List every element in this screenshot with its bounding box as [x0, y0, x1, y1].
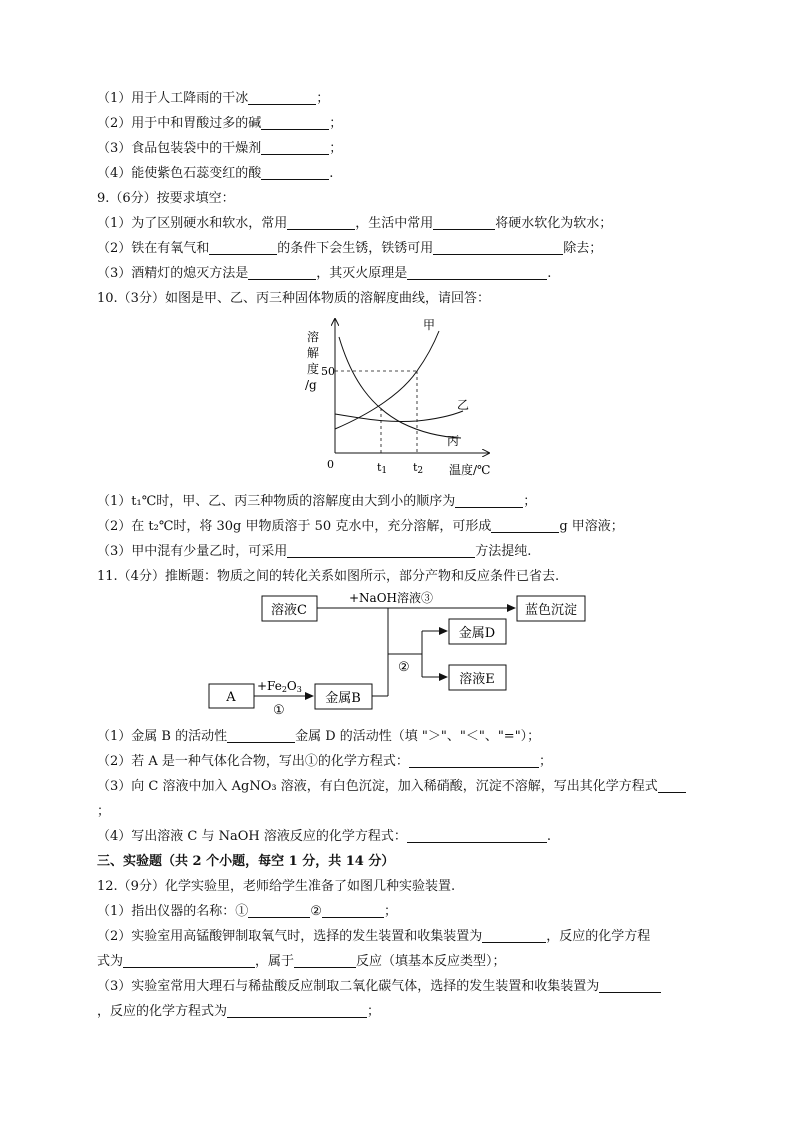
answer-blank[interactable]: [261, 164, 329, 180]
q12-l1c: ；: [383, 904, 397, 919]
q12-l5b: ；: [367, 1004, 381, 1019]
q9-l1c: 将硬水软化为软水；: [495, 216, 613, 231]
answer-blank[interactable]: [248, 902, 310, 918]
answer-blank[interactable]: [599, 977, 661, 993]
q11-l2a: （2）若 A 是一种气体化合物，写出①的化学方程式：: [97, 754, 409, 769]
label-solution-c: 溶液C: [271, 603, 307, 618]
q12-l4a: （3）实验室常用大理石与稀盐酸反应制取二氧化碳气体，选择的发生装置和收集装置为: [97, 979, 600, 994]
q10-l1a: （1）t₁℃时，甲、乙、丙三种物质的溶解度由大到小的顺序为: [97, 494, 456, 509]
answer-blank[interactable]: [322, 902, 384, 918]
exam-page: [97, 86, 717, 1024]
q10-l3b: 方法提纯.: [475, 544, 532, 559]
y-label-char-3: 度: [307, 362, 320, 376]
x-tick-t2: t2: [413, 461, 424, 476]
q11-l3b: ；: [97, 804, 111, 819]
q12-l5a: ，反应的化学方程式为: [97, 1004, 228, 1019]
label-solution-e: 溶液E: [459, 672, 495, 687]
x-axis-label: 温度/℃: [449, 463, 491, 477]
answer-blank[interactable]: [287, 214, 355, 230]
q11-l2b: ；: [538, 754, 552, 769]
inference-diagram-svg: [97, 589, 717, 724]
q12-line-1: [97, 899, 717, 924]
answer-blank[interactable]: [433, 214, 495, 230]
label-metal-d: 金属D: [458, 626, 496, 641]
q11-header: 11.（4分）推断题：物质之间的转化关系如图所示，部分产物和反应条件已省去.: [97, 569, 560, 584]
answer-blank[interactable]: [209, 239, 277, 255]
q10-line-2: [97, 514, 717, 539]
q9-line-1: [97, 211, 717, 236]
x-tick-t1: t1: [377, 461, 388, 476]
answer-blank[interactable]: [123, 952, 255, 968]
q12-line-4: [97, 974, 717, 999]
answer-blank[interactable]: [409, 752, 539, 768]
q12-line-3: [97, 949, 717, 974]
q8-item-2-text: （2）用于中和胃酸过多的碱: [97, 116, 262, 131]
answer-blank[interactable]: [407, 264, 547, 280]
answer-blank[interactable]: [261, 139, 329, 155]
origin-label: 0: [327, 458, 334, 471]
q12-line-2: [97, 924, 717, 949]
q12-l3c: 反应（填基本反应类型）；: [356, 954, 506, 969]
answer-blank[interactable]: [658, 777, 686, 793]
label-blue-precipitate: 蓝色沉淀: [524, 603, 578, 618]
label-a: A: [226, 690, 236, 705]
curve-jia: [335, 331, 439, 429]
q11-line-3: [97, 774, 717, 799]
q11-l3a: （3）向 C 溶液中加入 AgNO₃ 溶液，有白色沉淀，加入稀硝酸，沉淀不溶解，写出其化学方程式: [97, 779, 658, 794]
answer-blank[interactable]: [433, 239, 563, 255]
q11-line-1: [97, 724, 717, 749]
label-circle-1: ①: [273, 703, 285, 718]
y-tick-50: 50: [321, 365, 335, 378]
q8-item-2: [97, 111, 717, 136]
q10-line-1: [97, 489, 717, 514]
answer-blank[interactable]: [261, 114, 329, 130]
q8-item-4: [97, 161, 717, 186]
q10-l1b: ；: [523, 494, 537, 509]
label-circle-2: ②: [398, 660, 410, 675]
q8-item-3-text: （3）食品包装袋中的干燥剂: [97, 141, 262, 156]
q8-item-1-end: ；: [316, 91, 330, 106]
inference-diagram: [97, 589, 717, 724]
q9-l2a: （2）铁在有氧气和: [97, 241, 210, 256]
q10-header: 10.（3分）如图是甲、乙、丙三种固体物质的溶解度曲线，请回答：: [97, 291, 490, 306]
q9-line-2: [97, 236, 717, 261]
q9-line-3: [97, 261, 717, 286]
q9-header: 9.（6分）按要求填空：: [97, 191, 235, 206]
q12-l2a: （2）实验室用高锰酸钾制取氧气时，选择的发生装置和收集装置为: [97, 929, 483, 944]
solubility-chart: [97, 311, 717, 489]
answer-blank[interactable]: [248, 264, 316, 280]
q9-l1b: ，生活中常用: [355, 216, 434, 231]
answer-blank[interactable]: [294, 952, 356, 968]
curve-bing: [339, 337, 461, 438]
curve-label-bing: 丙: [447, 434, 460, 448]
q8-item-4-end: .: [329, 166, 334, 181]
q12-l1a: （1）指出仪器的名称：①: [97, 904, 249, 919]
q11-line-3b: [97, 799, 717, 824]
q9-l1a: （1）为了区别硬水和软水，常用: [97, 216, 288, 231]
q8-item-3-end: ；: [329, 141, 343, 156]
answer-blank[interactable]: [407, 827, 547, 843]
q10-l3a: （3）甲中混有少量乙时，可采用: [97, 544, 288, 559]
q12-line-5: [97, 999, 717, 1024]
curve-label-yi: 乙: [457, 398, 470, 412]
answer-blank[interactable]: [227, 1002, 367, 1018]
q8-item-3: [97, 136, 717, 161]
answer-blank[interactable]: [491, 517, 559, 533]
q11-l1b: 金属 D 的活动性（填 "＞"、"＜"、"="）；: [295, 729, 541, 744]
q12-header: 12.（9分）化学实验里，老师给学生准备了如图几种实验装置.: [97, 879, 456, 894]
q10-line-3: [97, 539, 717, 564]
y-label-char-2: 解: [307, 346, 320, 360]
q9-l2c: 除去；: [563, 241, 603, 256]
answer-blank[interactable]: [455, 492, 523, 508]
q10-l2a: （2）在 t₂℃时，将 30g 甲物质溶于 50 克水中，充分溶解，可形成: [97, 519, 492, 534]
q8-item-1: [97, 86, 717, 111]
q9-l3b: ，其灭火原理是: [316, 266, 408, 281]
q11-l4a: （4）写出溶液 C 与 NaOH 溶液反应的化学方程式：: [97, 829, 407, 844]
y-label-char-1: 溶: [307, 330, 320, 344]
q11-l1a: （1）金属 B 的活动性: [97, 729, 228, 744]
answer-blank[interactable]: [248, 89, 316, 105]
q12-l3a: 式为: [97, 954, 124, 969]
y-label-char-4: /g: [305, 378, 317, 392]
solubility-chart-svg: [97, 311, 717, 489]
q8-item-4-text: （4）能使紫色石蕊变红的酸: [97, 166, 262, 181]
answer-blank[interactable]: [227, 727, 295, 743]
q12-l2b: ，反应的化学方程: [546, 929, 651, 944]
q10-l2b: g 甲溶液；: [559, 519, 624, 534]
q11-line-2: [97, 749, 717, 774]
q8-item-1-text: （1）用于人工降雨的干冰: [97, 91, 249, 106]
q8-item-2-end: ；: [329, 116, 343, 131]
answer-blank[interactable]: [482, 927, 546, 943]
answer-blank[interactable]: [287, 542, 475, 558]
q9-l3c: .: [547, 266, 552, 281]
curve-label-jia: 甲: [423, 318, 436, 332]
label-fe2o3: +Fe2O3: [257, 679, 302, 694]
q9-l2b: 的条件下会生锈，铁锈可用: [277, 241, 434, 256]
label-metal-b: 金属B: [325, 691, 361, 706]
q9-l3a: （3）酒精灯的熄灭方法是: [97, 266, 249, 281]
q12-l3b: ，属于: [255, 954, 295, 969]
label-naoh: +NaOH溶液③: [349, 591, 434, 605]
q11-l4b: .: [546, 829, 552, 844]
q12-l1b: ②: [310, 904, 322, 919]
q11-line-4: [97, 824, 717, 849]
section-3-heading: 三、实验题（共 2 个小题，每空 1 分，共 14 分）: [97, 854, 395, 869]
